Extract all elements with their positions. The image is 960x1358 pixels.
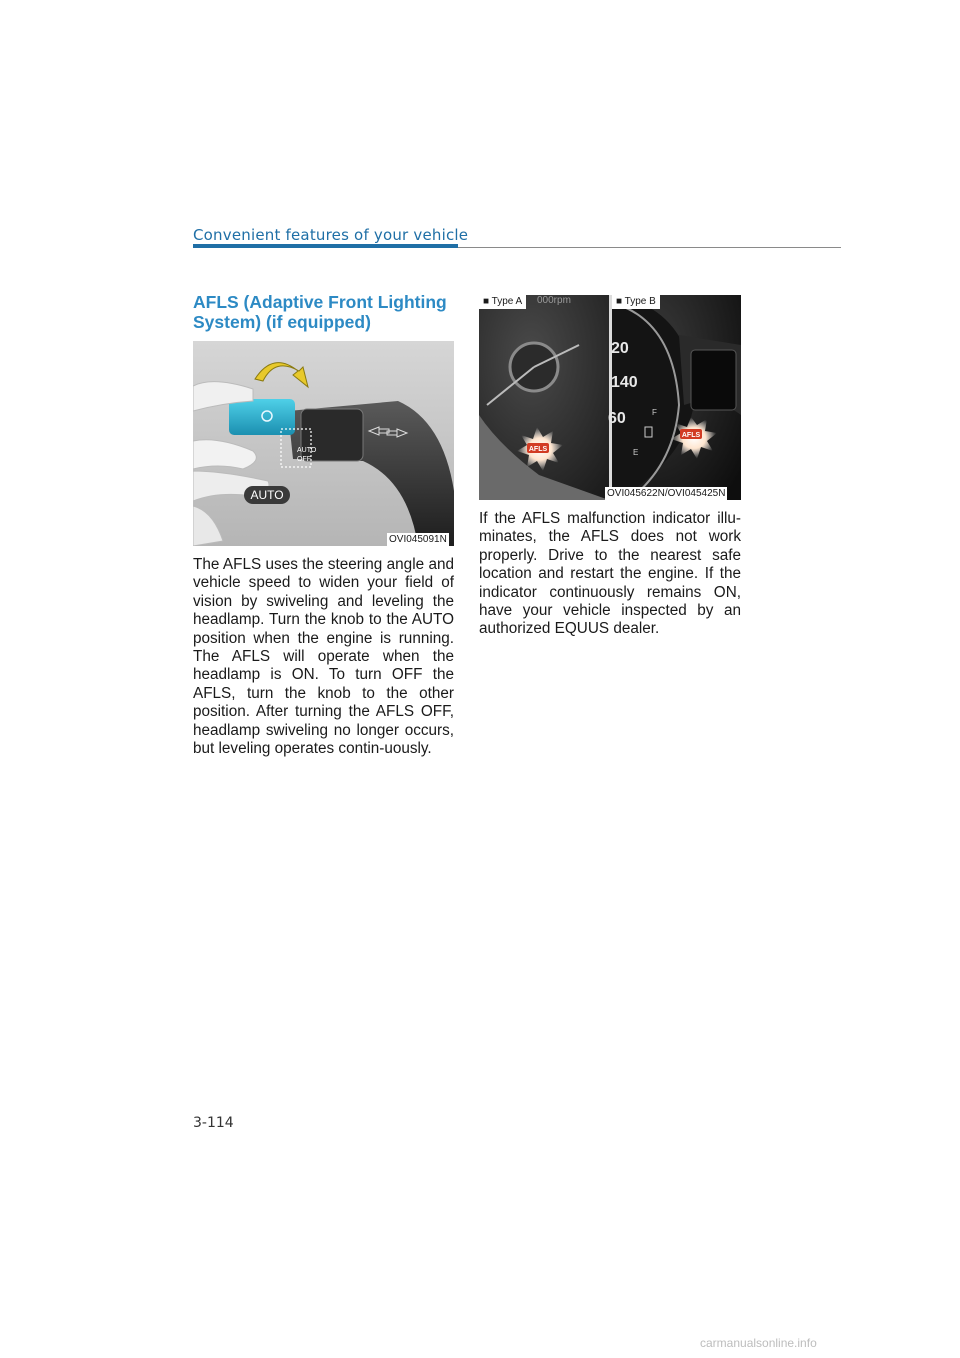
afls-indicator-figure xyxy=(479,295,741,500)
type-a-label: ■ Type A xyxy=(479,295,526,309)
fuel-f-label: F xyxy=(652,408,657,417)
paragraph-afls-description: The AFLS uses the steering angle and vehicle speed to widen your field of vision by swiveling and leveling the headlamp. Turn the knob to the AUTO position when the engine is running. The AFLS will operate when the headlamp is ON. To turn OFF the AFLS, turn the knob to the other position. After turning the AFLS OFF, headlamp swiveling no longer occurs, but leveling operates contin-uously. xyxy=(193,556,454,758)
header-rule-thick xyxy=(193,244,458,248)
type-b-afls-indicator: AFLS xyxy=(681,432,701,439)
section-title: AFLS (Adaptive Front Lighting System) (if equipped) xyxy=(193,292,447,332)
rpm-text: 000rpm xyxy=(537,295,571,306)
header-rule-thin xyxy=(458,247,841,248)
gauge-160: 60 xyxy=(608,410,626,427)
page-number: 3-114 xyxy=(193,1115,234,1131)
paragraph-malfunction-indicator: If the AFLS malfunction indicator illu-minates, the AFLS does not work properly. Drive to the nearest safe location and restart the engine. If the indicator continuously remains ON, have your vehicle inspected by an authorized EQUUS dealer. xyxy=(479,510,741,638)
auto-badge-label: AUTO xyxy=(250,488,284,502)
type-b-label: ■ Type B xyxy=(612,295,660,309)
switch-off-label: OFF xyxy=(297,456,311,463)
type-a-afls-indicator: AFLS xyxy=(528,446,548,453)
gauge-120: 20 xyxy=(611,340,629,357)
figure1-code: OVI045091N xyxy=(389,534,447,545)
fuel-e-label: E xyxy=(633,448,639,457)
switch-auto-label: AUTO xyxy=(297,447,317,454)
running-header: Convenient features of your vehicle xyxy=(193,226,469,244)
watermark: carmanualsonline.info xyxy=(700,1336,817,1350)
headlamp-switch-figure xyxy=(193,341,454,546)
gauge-140: 140 xyxy=(611,374,638,391)
figure2-code: OVI045622N/OVI045425N xyxy=(607,488,726,499)
